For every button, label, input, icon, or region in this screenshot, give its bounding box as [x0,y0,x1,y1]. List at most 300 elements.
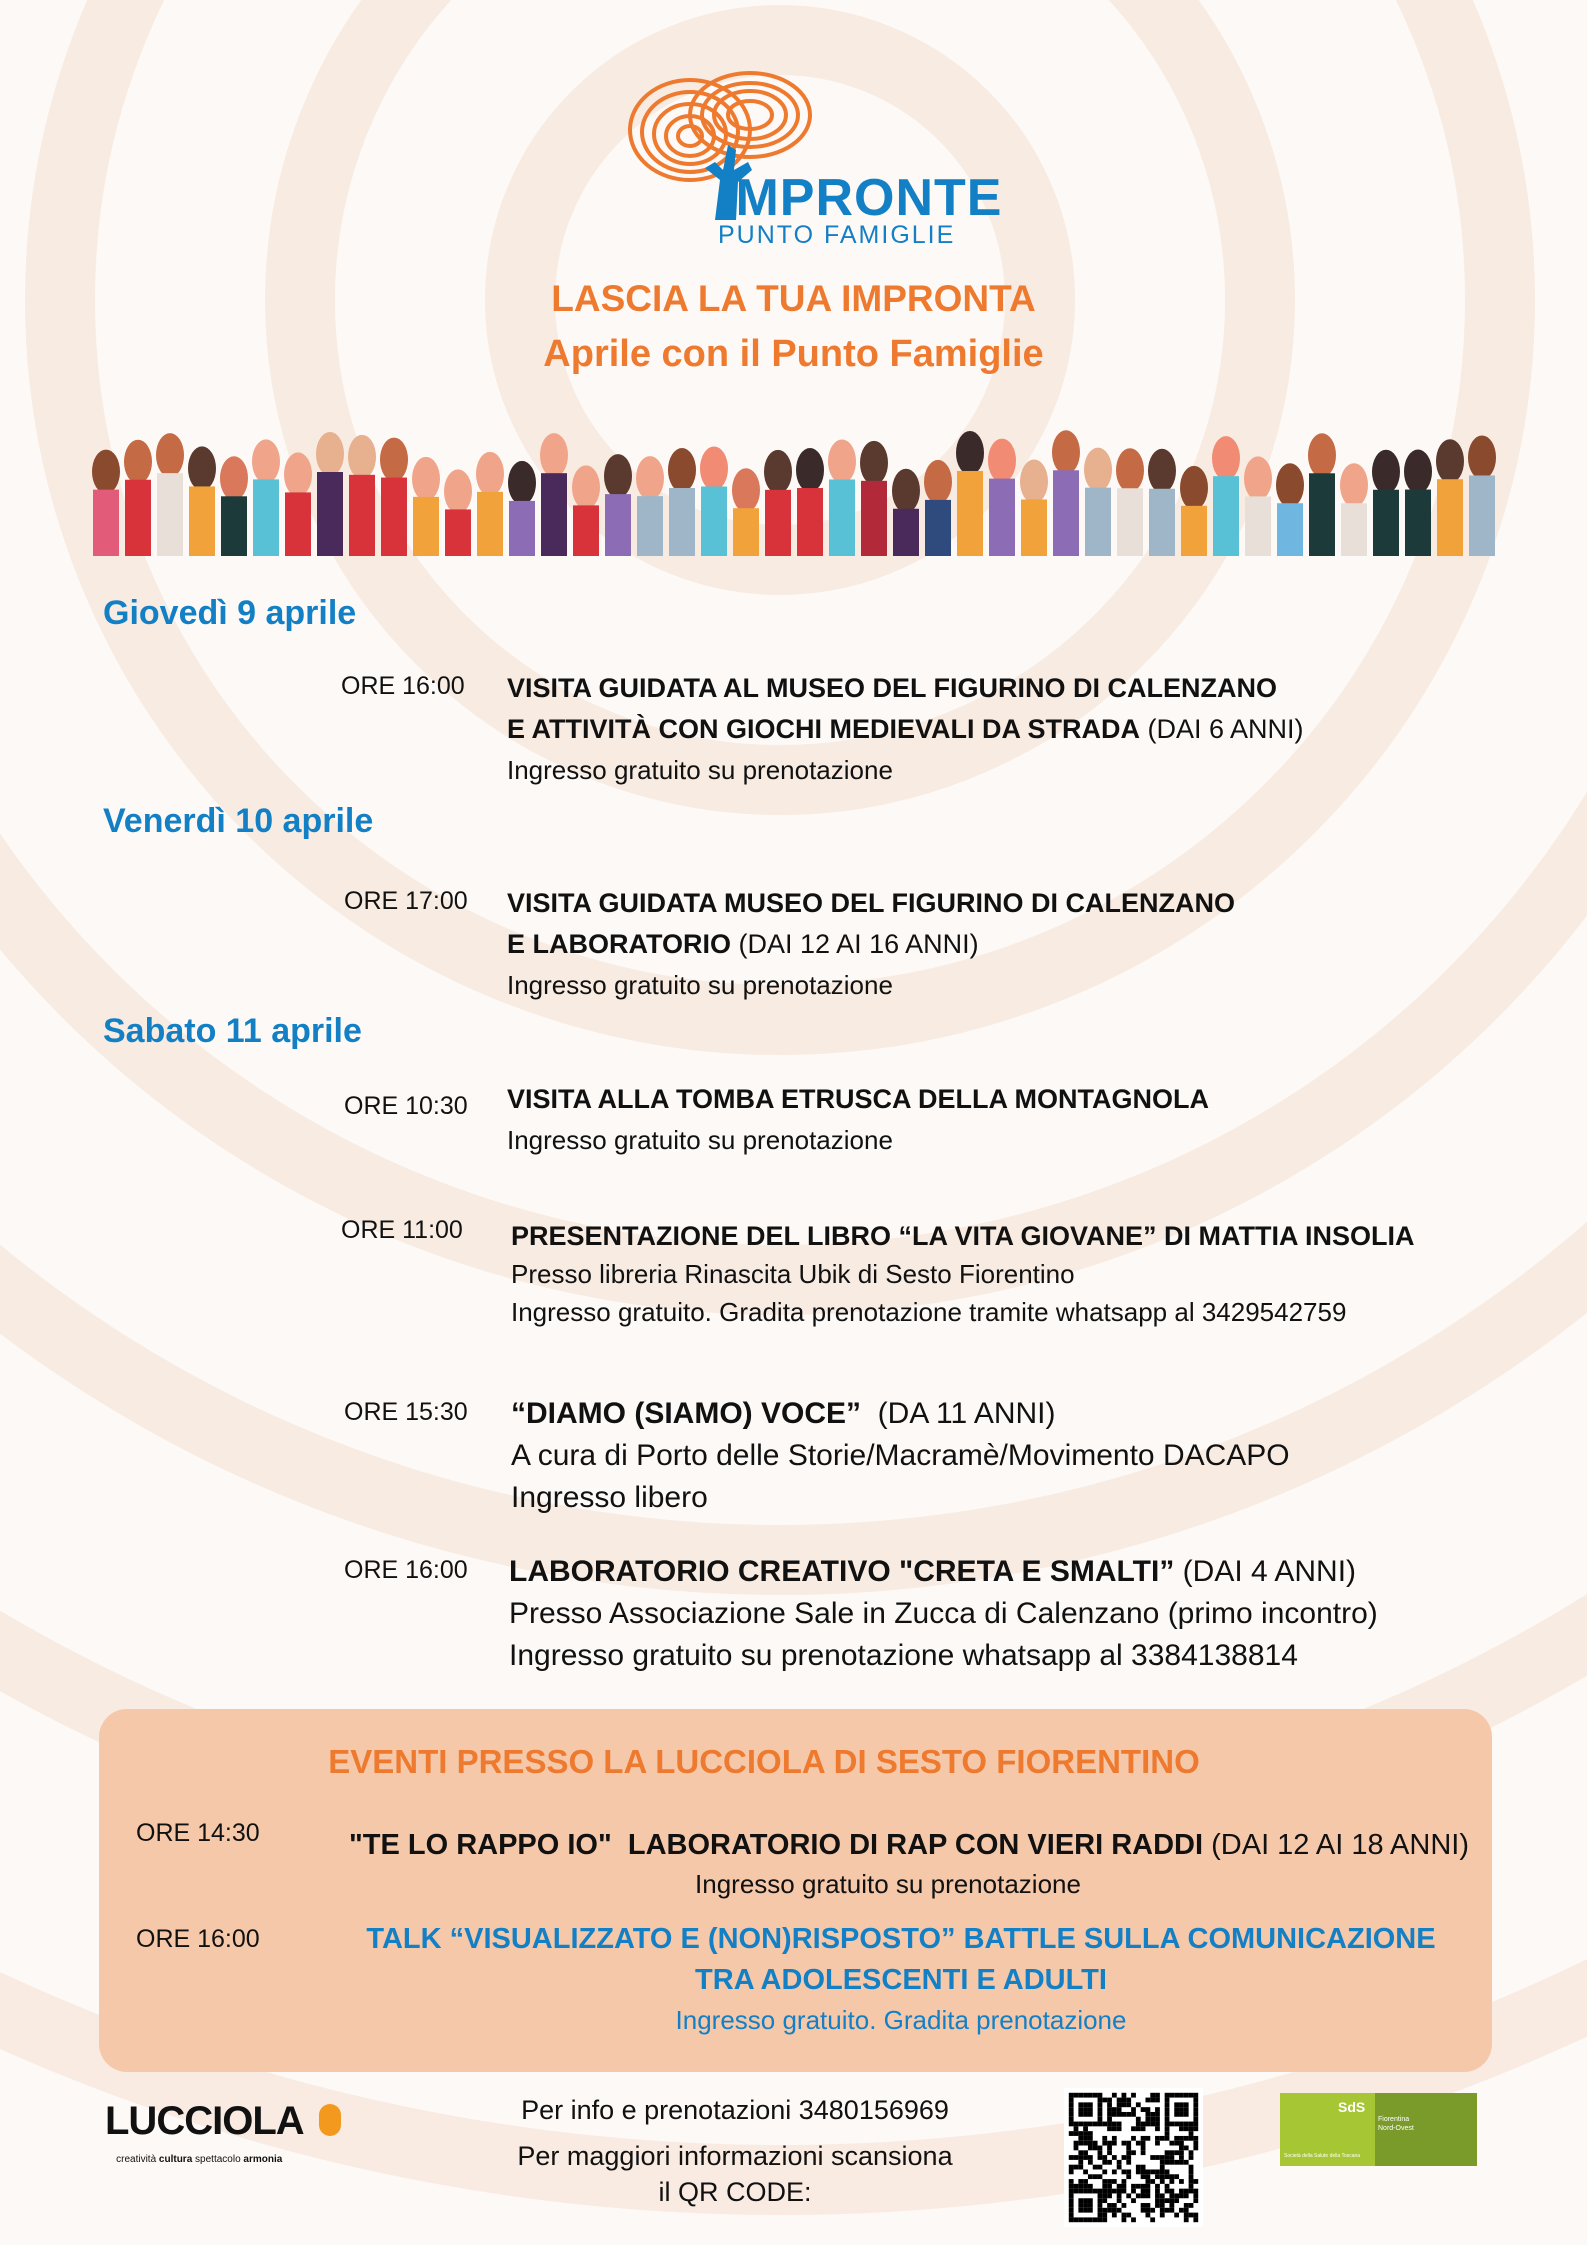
qr-module [1189,2136,1194,2141]
logo-subtitle: PUNTO FAMIGLIE [718,221,956,249]
event-time: ORE 16:00 [344,1556,468,1584]
qr-module [1107,2112,1112,2117]
qr-module [1122,2189,1127,2194]
qr-module [1088,2122,1093,2127]
qr-module [1184,2107,1189,2112]
qr-module [1069,2112,1074,2117]
impronte-logo [620,70,1003,250]
qr-module [1136,2117,1141,2122]
qr-module [1145,2107,1150,2112]
raised-hand [412,457,440,556]
qr-module [1093,2122,1098,2127]
qr-module [1131,2189,1136,2194]
qr-module [1136,2165,1141,2170]
qr-module [1083,2122,1088,2127]
qr-module [1069,2179,1074,2184]
event-detail: Ingresso gratuito su prenotazione [507,755,893,785]
qr-module [1098,2198,1103,2203]
qr-module [1141,2193,1146,2198]
qr-module [1093,2217,1098,2222]
qr-module [1174,2193,1179,2198]
qr-module [1074,2122,1079,2127]
qr-module [1102,2136,1107,2141]
qr-module [1069,2208,1074,2213]
event-title: TALK “VISUALIZZATO E (NON)RISPOSTO” BATTLE SULLA COMUNICAZIONE [366,1923,1436,1955]
qr-module [1145,2122,1150,2127]
qr-module [1107,2208,1112,2213]
qr-module [1193,2146,1198,2151]
qr-module [1169,2193,1174,2198]
qr-module [1141,2141,1146,2146]
qr-module [1078,2150,1083,2155]
qr-module [1102,2122,1107,2127]
qr-module [1078,2107,1083,2112]
qr-module [1193,2193,1198,2198]
qr-module [1184,2203,1189,2208]
qr-module [1112,2208,1117,2213]
qr-module [1155,2198,1160,2203]
event-detail: Ingresso gratuito. Gradita prenotazione tramite whatsapp al 3429542759 [511,1297,1347,1327]
event-title: LABORATORIO CREATIVO "CRETA E SMALTI” [509,1555,1175,1588]
qr-module [1098,2213,1103,2218]
qr-module [1112,2213,1117,2218]
qr-module [1078,2203,1083,2208]
qr-module [1136,2193,1141,2198]
raised-hand [1276,463,1304,556]
event-title: “DIAMO (SIAMO) VOCE” [511,1397,861,1430]
qr-module [1131,2093,1136,2098]
qr-module [1112,2179,1117,2184]
qr-module [1155,2107,1160,2112]
qr-module [1112,2093,1117,2098]
qr-module [1155,2169,1160,2174]
qr-module [1145,2098,1150,2103]
qr-module [1102,2198,1107,2203]
qr-module [1131,2126,1136,2131]
qr-module [1078,2179,1083,2184]
qr-module [1165,2189,1170,2194]
event-detail: Presso libreria Rinascita Ubik di Sesto Fiorentino [511,1259,1075,1289]
qr-module [1179,2146,1184,2151]
qr-module [1078,2136,1083,2141]
qr-module [1145,2208,1150,2213]
qr-module [1088,2146,1093,2151]
page-subtitle: Aprile con il Punto Famiglie [543,333,1044,375]
qr-module [1165,2150,1170,2155]
event-detail: Ingresso gratuito su prenotazione [507,1125,893,1155]
qr-module [1193,2102,1198,2107]
raised-hand [732,468,760,556]
qr-module [1145,2112,1150,2117]
qr-module [1126,2146,1131,2151]
qr-module [1126,2169,1131,2174]
qr-module [1078,2184,1083,2189]
qr-module [1083,2107,1088,2112]
qr-module [1165,2184,1170,2189]
qr-module [1155,2189,1160,2194]
qr-module [1122,2203,1127,2208]
qr-module [1169,2093,1174,2098]
qr-module [1098,2117,1103,2122]
qr-module [1150,2117,1155,2122]
sds-name-line: Nord-Ovest [1378,2125,1414,2132]
tagline-part: cultura [158,2154,193,2165]
qr-module [1126,2150,1131,2155]
qr-module [1131,2107,1136,2112]
qr-module [1179,2208,1184,2213]
qr-module [1184,2122,1189,2127]
qr-module [1150,2112,1155,2117]
qr-module [1102,2208,1107,2213]
qr-module [1088,2203,1093,2208]
qr-module [1083,2136,1088,2141]
qr-module [1141,2107,1146,2112]
qr-module [1102,2189,1107,2194]
qr-module [1122,2179,1127,2184]
qr-module [1069,2165,1074,2170]
raised-hand [604,454,632,556]
qr-module [1069,2098,1074,2103]
event-age: (DAI 6 ANNI) [1140,714,1304,744]
qr-module [1131,2136,1136,2141]
event-time: ORE 14:30 [136,1819,260,1847]
qr-module [1184,2160,1189,2165]
qr-code[interactable] [1064,2088,1203,2227]
qr-module [1189,2165,1194,2170]
qr-module [1174,2213,1179,2218]
raised-hand [572,465,600,556]
qr-module [1107,2102,1112,2107]
qr-module [1093,2165,1098,2170]
qr-module [1169,2155,1174,2160]
qr-module [1141,2184,1146,2189]
qr-module [1184,2189,1189,2194]
qr-module [1160,2198,1165,2203]
qr-module [1160,2213,1165,2218]
qr-module [1112,2126,1117,2131]
qr-module [1145,2136,1150,2141]
raised-hand [988,439,1016,556]
qr-module [1078,2217,1083,2222]
qr-module [1179,2102,1184,2107]
event-age: (DAI 12 AI 18 ANNI) [1203,1829,1470,1861]
qr-module [1126,2141,1131,2146]
qr-module [1179,2122,1184,2127]
qr-module [1141,2203,1146,2208]
qr-module [1098,2107,1103,2112]
qr-module [1074,2155,1079,2160]
qr-module [1107,2126,1112,2131]
event [349,1825,1469,1866]
qr-module [1169,2179,1174,2184]
qr-module [1184,2093,1189,2098]
event-time: ORE 16:00 [341,672,465,700]
qr-module [1189,2189,1194,2194]
qr-module [1069,2093,1074,2098]
qr-module [1136,2141,1141,2146]
qr-module [1098,2189,1103,2194]
raised-hand [380,438,408,556]
raised-hand [1404,450,1432,556]
qr-module [1117,2126,1122,2131]
qr-module [1122,2112,1127,2117]
event-title: E ATTIVITÀ CON GIOCHI MEDIEVALI DA STRADA [507,714,1140,744]
event-detail: Presso Associazione Sale in Zucca di Calenzano (primo incontro) [509,1597,1378,1630]
qr-module [1150,2169,1155,2174]
qr-module [1141,2189,1146,2194]
qr-module [1083,2112,1088,2117]
raised-hand [1052,430,1080,556]
event-title: VISITA ALLA TOMBA ETRUSCA DELLA MONTAGNOLA [507,1084,1209,1114]
qr-module [1117,2102,1122,2107]
qr-module [1083,2189,1088,2194]
qr-module [1126,2193,1131,2198]
qr-module [1074,2184,1079,2189]
qr-module [1169,2150,1174,2155]
qr-module [1141,2208,1146,2213]
qr-module [1141,2174,1146,2179]
qr-module [1141,2122,1146,2127]
qr-module [1126,2098,1131,2103]
qr-module [1078,2189,1083,2194]
qr-module [1088,2174,1093,2179]
qr-module [1155,2126,1160,2131]
qr-module [1078,2165,1083,2170]
qr-module [1088,2160,1093,2165]
qr-module [1088,2112,1093,2117]
raised-hands-illustration [89,410,1500,556]
raised-hand [1308,433,1336,556]
qr-module [1112,2141,1117,2146]
qr-module [1107,2189,1112,2194]
raised-hand [1244,456,1272,556]
qr-module [1179,2107,1184,2112]
qr-module [1165,2208,1170,2213]
qr-module [1078,2093,1083,2098]
qr-module [1083,2126,1088,2131]
qr-module [1165,2102,1170,2107]
qr-module [1069,2213,1074,2218]
qr-module [1193,2198,1198,2203]
qr-module [1179,2150,1184,2155]
qr-module [1112,2122,1117,2127]
qr-module [1184,2136,1189,2141]
qr-module [1150,2179,1155,2184]
event-detail: A cura di Porto delle Storie/Macramè/Movimento DACAPO [511,1439,1290,1472]
qr-module [1189,2131,1194,2136]
qr-module [1155,2174,1160,2179]
qr-module [1098,2217,1103,2222]
raised-hand [860,441,888,556]
raised-hand [892,469,920,556]
qr-module [1193,2112,1198,2117]
qr-module [1107,2098,1112,2103]
qr-module [1126,2112,1131,2117]
qr-module [1155,2193,1160,2198]
qr-module [1074,2146,1079,2151]
qr-module [1102,2184,1107,2189]
qr-module [1098,2098,1103,2103]
event-time: ORE 11:00 [341,1216,463,1244]
qr-module [1189,2174,1194,2179]
qr-module [1165,2117,1170,2122]
day-heading: Venerdì 10 aprile [103,802,374,840]
event-title: VISITA GUIDATA AL MUSEO DEL FIGURINO DI CALENZANO [507,673,1278,703]
raised-hand [1340,463,1368,556]
qr-module [1179,2093,1184,2098]
event-detail: Ingresso gratuito su prenotazione [507,970,893,1000]
qr-module [1074,2217,1079,2222]
qr-module [1102,2213,1107,2218]
qr-module [1145,2169,1150,2174]
qr-module [1184,2112,1189,2117]
qr-module [1169,2174,1174,2179]
qr-module [1117,2198,1122,2203]
event-detail: Ingresso gratuito su prenotazione whatsapp al 3384138814 [509,1639,1298,1672]
qr-module [1074,2093,1079,2098]
event-time: ORE 10:30 [344,1092,468,1120]
qr-module [1193,2122,1198,2127]
qr-module [1069,2122,1074,2127]
qr-module [1189,2169,1194,2174]
raised-hand [1020,459,1048,556]
qr-module [1145,2174,1150,2179]
qr-module [1184,2208,1189,2213]
qr-module [1107,2160,1112,2165]
qr-module [1165,2160,1170,2165]
qr-module [1193,2107,1198,2112]
qr-module [1150,2155,1155,2160]
qr-module [1107,2117,1112,2122]
qr-module [1160,2165,1165,2170]
qr-module [1098,2155,1103,2160]
raised-hand [1148,449,1176,556]
qr-module [1141,2126,1146,2131]
day-heading: Giovedì 9 aprile [103,594,357,632]
qr-module [1160,2193,1165,2198]
qr-module [1150,2122,1155,2127]
qr-module [1160,2155,1165,2160]
qr-module [1174,2136,1179,2141]
qr-module [1145,2213,1150,2218]
qr-module [1179,2126,1184,2131]
qr-module [1189,2150,1194,2155]
qr-module [1098,2093,1103,2098]
qr-module [1174,2198,1179,2203]
qr-module [1093,2141,1098,2146]
qr-module [1117,2189,1122,2194]
qr-module [1179,2179,1184,2184]
qr-module [1107,2179,1112,2184]
info-line: Per maggiori informazioni scansiona [517,2141,953,2171]
raised-hand [1212,436,1240,556]
raised-hand [1180,466,1208,556]
qr-module [1141,2169,1146,2174]
qr-module [1069,2117,1074,2122]
raised-hand [1084,448,1112,556]
qr-module [1136,2126,1141,2131]
qr-module [1122,2155,1127,2160]
qr-module [1102,2179,1107,2184]
qr-module [1160,2174,1165,2179]
qr-module [1112,2203,1117,2208]
qr-module [1083,2131,1088,2136]
qr-module [1078,2112,1083,2117]
raised-hand [700,446,728,556]
sds-name [1378,2115,1414,2133]
qr-module [1126,2213,1131,2218]
qr-module [1150,2217,1155,2222]
qr-module [1150,2208,1155,2213]
qr-module [1069,2184,1074,2189]
qr-module [1179,2136,1184,2141]
qr-module [1088,2155,1093,2160]
event-time: ORE 17:00 [344,887,468,915]
qr-module [1112,2189,1117,2194]
page-title: LASCIA LA TUA IMPRONTA [551,278,1036,319]
qr-module [1117,2122,1122,2127]
qr-module [1160,2179,1165,2184]
qr-module [1083,2155,1088,2160]
qr-module [1131,2184,1136,2189]
qr-module [1155,2098,1160,2103]
raised-hand [444,469,472,556]
qr-module [1126,2174,1131,2179]
raised-hand [668,448,696,556]
raised-hand [508,461,536,556]
qr-module [1107,2141,1112,2146]
qr-module [1145,2184,1150,2189]
qr-module [1169,2198,1174,2203]
qr-module [1078,2141,1083,2146]
logo-wordmark: IMPRONTE [720,169,1003,227]
qr-module [1160,2208,1165,2213]
qr-module [1069,2198,1074,2203]
qr-module [1169,2141,1174,2146]
qr-module [1069,2107,1074,2112]
qr-module [1184,2193,1189,2198]
event-detail: Ingresso gratuito su prenotazione [695,1869,1081,1899]
raised-hand [124,440,152,556]
qr-module [1083,2169,1088,2174]
event-age: (DAI 12 AI 16 ANNI) [731,929,979,959]
sds-caption: Società della Salute della Toscana [1284,2153,1361,2159]
qr-module [1102,2098,1107,2103]
event-title: "TE LO RAPPO IO" LABORATORIO DI RAP CON VIERI RADDI [349,1829,1204,1861]
event-title: TRA ADOLESCENTI E ADULTI [695,1964,1107,1996]
qr-module [1184,2102,1189,2107]
qr-module [1102,2193,1107,2198]
qr-module [1189,2203,1194,2208]
info-line: Per info e prenotazioni 3480156969 [521,2095,949,2125]
qr-module [1083,2141,1088,2146]
qr-module [1155,2122,1160,2127]
qr-module [1165,2131,1170,2136]
qr-module [1155,2112,1160,2117]
qr-module [1122,2098,1127,2103]
qr-module [1145,2179,1150,2184]
qr-module [1088,2217,1093,2222]
qr-module [1112,2169,1117,2174]
qr-module [1189,2126,1194,2131]
tagline-part: spettacolo [192,2154,244,2165]
qr-module [1165,2112,1170,2117]
raised-hand [636,456,664,556]
qr-module [1088,2208,1093,2213]
qr-module [1193,2141,1198,2146]
raised-hand [764,450,792,556]
qr-module [1098,2112,1103,2117]
